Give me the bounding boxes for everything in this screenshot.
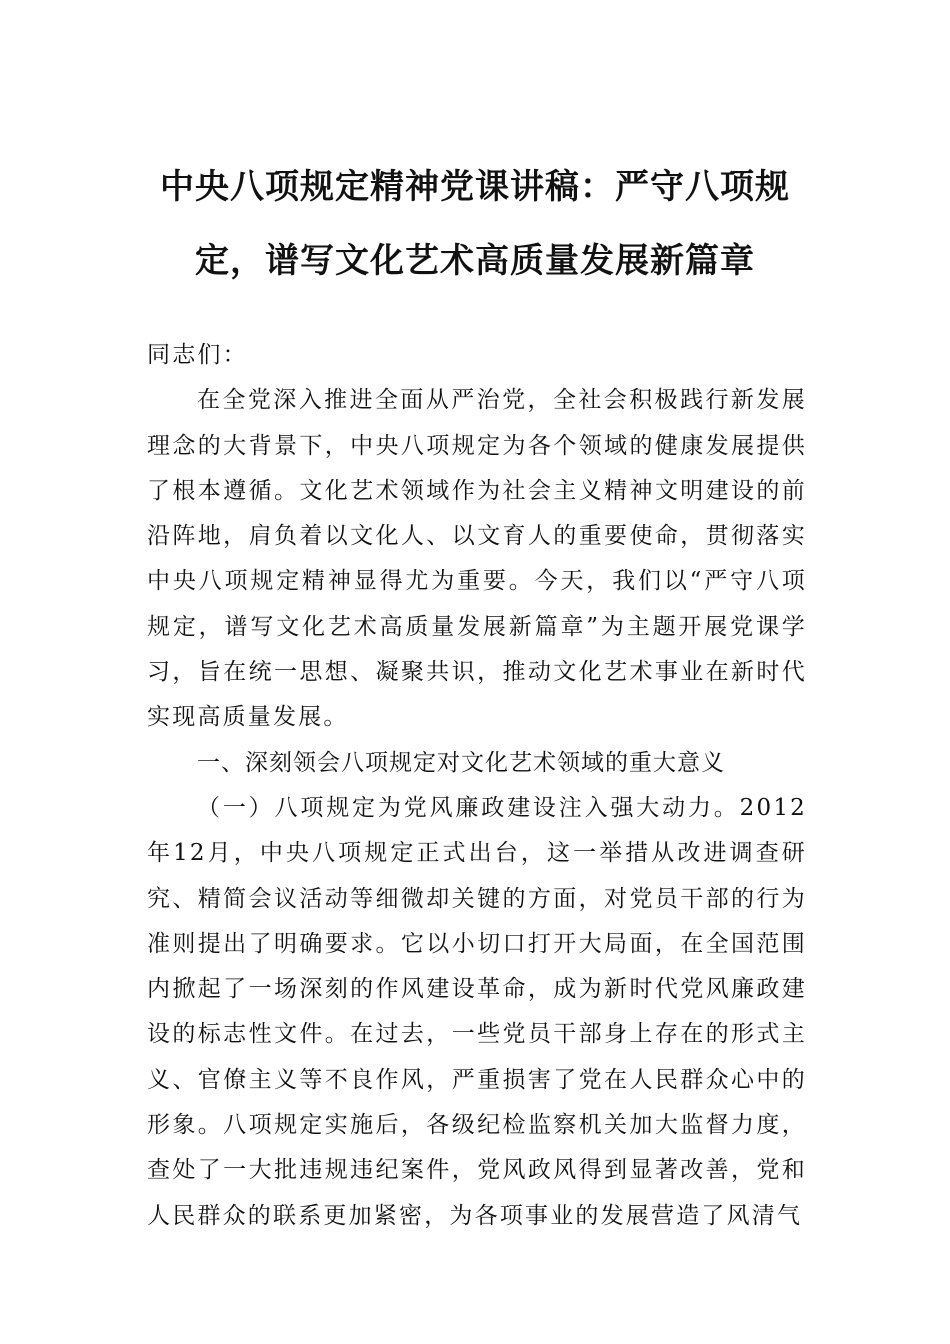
subsection-text-1: 2012年12月，中央八项规定正式出台，这一举措从改进调查研究、精简会议活动等细微却关键的方面，对党员干部的行为准则提出了明确要求。它以小切口打开大局面，在全国范围内掀起了一场深刻的作风建设革命，成为新时代党风廉政建设的标志性文件。在过去，一些党员干部身上存在的形式主义、官僚主义等不良作风，严重损害了党在人民群众心中的形象。八项规定实施后，各级纪检监察机关加大监督力度，查处了一大批违规违纪案件，党风政风得到显著改善，党和人民群众的联系更加紧密，为各项事业的发展营造了风清气 <box>147 794 807 1229</box>
subsection-heading-1: （一）八项规定为党风廉政建设注入强大动力。 <box>197 794 740 821</box>
document-title <box>120 150 830 298</box>
document-body <box>147 333 807 1239</box>
title-line-1: 中央八项规定精神党课讲稿：严守八项规 <box>160 167 790 207</box>
subsection-paragraph-1 <box>147 786 807 1239</box>
salutation: 同志们： <box>147 342 248 368</box>
intro-paragraph: 在全党深入推进全面从严治党，全社会积极践行新发展理念的大背景下，中央八项规定为各个领域的健康发展提供了根本遵循。文化艺术领域作为社会主义精神文明建设的前沿阵地，肩负着以文化人、以文育人的重要使命，贯彻落实中央八项规定精神显得尤为重要。今天，我们以“严守八项规定，谱写文化艺术高质量发展新篇章”为主题开展党课学习，旨在统一思想、凝聚共识，推动文化艺术事业在新时代实现高质量发展。 <box>147 387 807 731</box>
title-line-2: 定，谱写文化艺术高质量发展新篇章 <box>195 241 755 281</box>
section-heading-1: 一、深刻领会八项规定对文化艺术领域的重大意义 <box>197 749 725 776</box>
